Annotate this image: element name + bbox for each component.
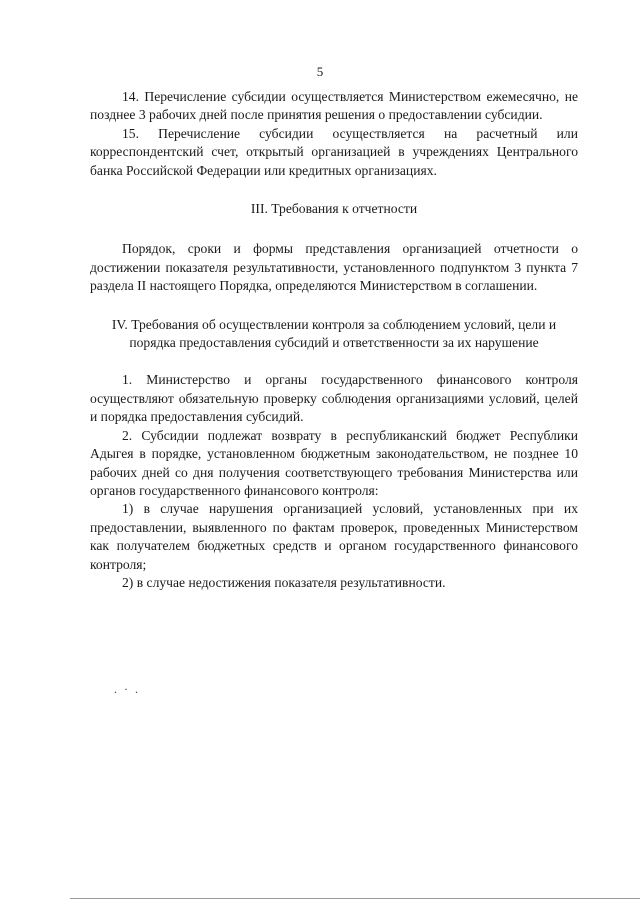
page-number: 5 bbox=[316, 64, 324, 79]
section-4-heading-line-1: IV. Требования об осуществлении контроля за соблюдением условий, цели и bbox=[111, 316, 557, 332]
paragraph-15: 15. Перечисление субсидии осуществляется на расчетный или корреспондентский счет, открытый организацией в учреждениях Центрального банка Российской Федерации или кредитных организациях. bbox=[90, 125, 578, 178]
scan-mark-dots: . · . bbox=[114, 682, 140, 696]
section-4-heading bbox=[90, 316, 578, 353]
section-3-heading: III. Требования к отчетности bbox=[250, 201, 418, 217]
section-4-item-2: 2. Субсидии подлежат возврату в республиканский бюджет Республики Адыгея в порядке, установленном бюджетным законодательством, не позднее 10 рабочих дней со дня получения соответствующего требования Министерства или органов государственного финансового контроля: bbox=[90, 427, 578, 498]
document-body bbox=[90, 88, 578, 592]
paragraph-14: 14. Перечисление субсидии осуществляется Министерством ежемесячно, не позднее 3 рабочих дней после принятия решения о предоставлении субсидии. bbox=[90, 89, 578, 123]
section-4-item-1: 1. Министерство и органы государственного финансового контроля осуществляют обязательную проверку соблюдения организациями условий, целей и порядка предоставления субсидий. bbox=[90, 372, 578, 425]
bottom-edge-line bbox=[70, 898, 640, 899]
section-4-subitem-1: 1) в случае нарушения организацией условий, установленных при их предоставлении, выявленного по фактам проверок, проведенных Министерством как получателем бюджетных средств и органом государственного финансового контроля; bbox=[90, 501, 578, 572]
section-3-body: Порядок, сроки и формы представления организацией отчетности о достижении показателя результативности, установленного подпунктом 3 пункта 7 раздела II настоящего Порядка, определяются Министерством в соглашении. bbox=[90, 241, 578, 294]
section-4-subitem-2: 2) в случае недостижения показателя результативности. bbox=[122, 574, 446, 590]
section-4-heading-line-2: порядка предоставления субсидий и ответственности за их нарушение bbox=[129, 335, 539, 351]
